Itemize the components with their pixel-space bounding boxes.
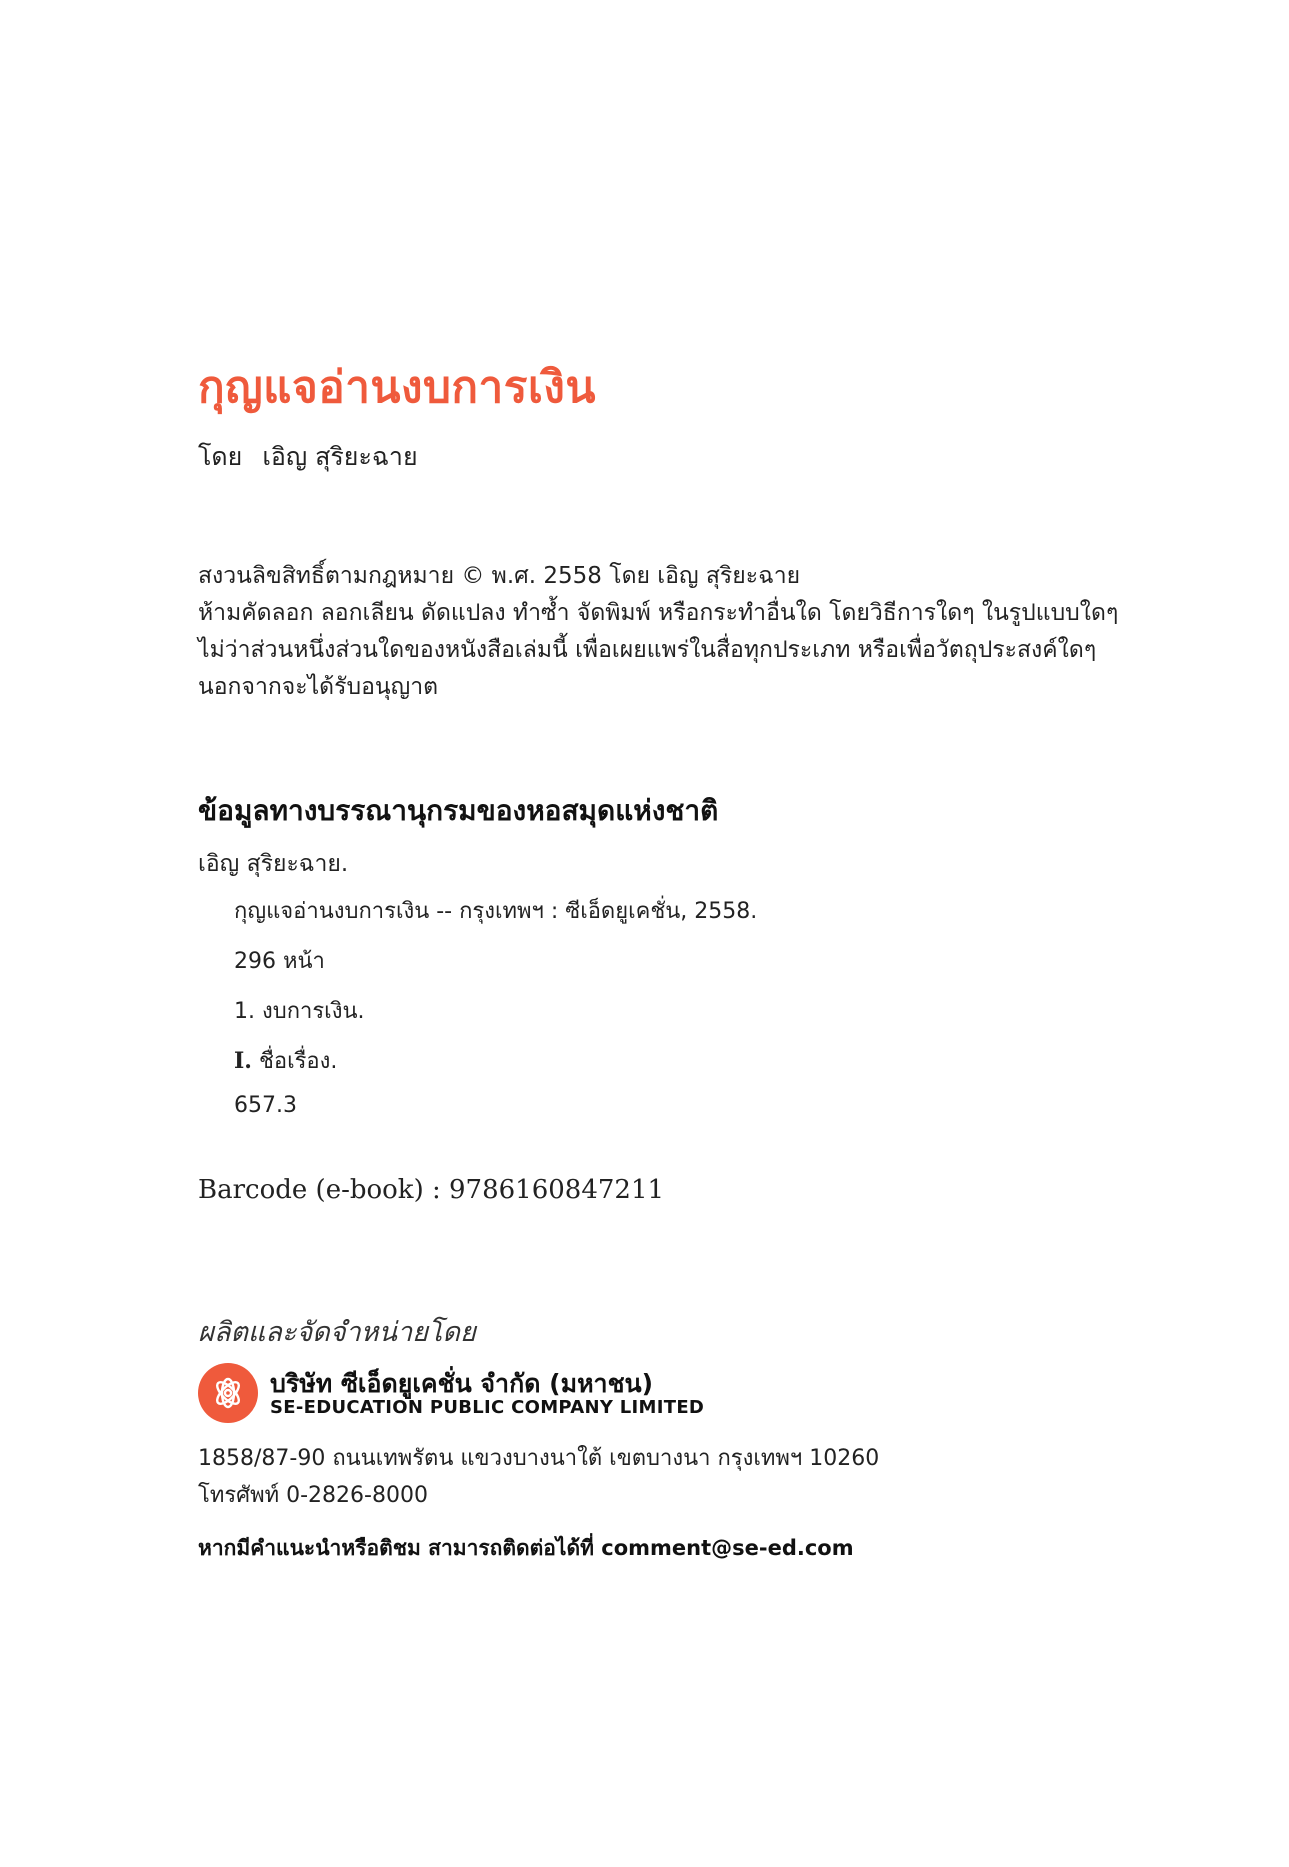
book-title: กุญแจอ่านงบการเงิน [198, 362, 596, 413]
copyright-line: นอกจากจะได้รับอนุญาต [198, 674, 439, 700]
copyright-line: ห้ามคัดลอก ลอกเลียน ดัดแปลง ทำซ้ำ จัดพิมพ์ หรือกระทำอื่นใด โดยวิธีการใดๆ ในรูปแบบใดๆ [198, 600, 1119, 626]
phone-line: โทรศัพท์ 0-2826-8000 [198, 1483, 428, 1508]
publisher-logo-icon [198, 1363, 258, 1423]
contact-line: หากมีคำแนะนำหรือติชม สามารถติดต่อได้ที่ comment@se-ed.com [198, 1536, 854, 1560]
copyright-line: สงวนลิขสิทธิ์ตามกฎหมาย © พ.ศ. 2558 โดย เอิญ สุริยะฉาย [198, 563, 801, 589]
cip-heading: ข้อมูลทางบรรณานุกรมของหอสมุดแห่งชาติ [198, 794, 719, 827]
barcode-line: Barcode (e-book) : 9786160847211 [198, 1175, 665, 1205]
author-line [198, 437, 418, 477]
publisher-name-thai: บริษัท ซีเอ็ดยูเคชั่น จำกัด (มหาชน) [270, 1369, 654, 1398]
cip-title-entry-line [234, 1043, 337, 1078]
publisher-address [198, 1440, 879, 1514]
cip-title-line: กุญแจอ่านงบการเงิน -- กรุงเทพฯ : ซีเอ็ดยูเคชั่น, 2558. [234, 899, 758, 924]
copyright-line: ไม่ว่าส่วนหนึ่งส่วนใดของหนังสือเล่มนี้ เพื่อเผยแพร่ในสื่อทุกประเภท หรือเพื่อวัตถุประสงค์ใดๆ [198, 637, 1097, 663]
produced-by-label: ผลิตและจัดจำหน่ายโดย [198, 1317, 476, 1348]
author-name: เอิญ สุริยะฉาย [262, 442, 418, 471]
cip-roman-numeral: I. [234, 1048, 252, 1074]
cip-subject: 1. งบการเงิน. [234, 999, 365, 1024]
cip-author: เอิญ สุริยะฉาย. [198, 851, 349, 877]
cip-title-entry: ชื่อเรื่อง. [258, 1049, 338, 1074]
copyright-notice [198, 558, 1118, 706]
author-prefix: โดย [198, 442, 243, 471]
cip-classification: 657.3 [234, 1093, 297, 1118]
address-line: 1858/87-90 ถนนเทพรัตน แขวงบางนาใต้ เขตบางนา กรุงเทพฯ 10260 [198, 1446, 880, 1471]
publisher-name-english: SE-EDUCATION PUBLIC COMPANY LIMITED [270, 1397, 705, 1418]
cip-pages: 296 หน้า [234, 949, 325, 974]
